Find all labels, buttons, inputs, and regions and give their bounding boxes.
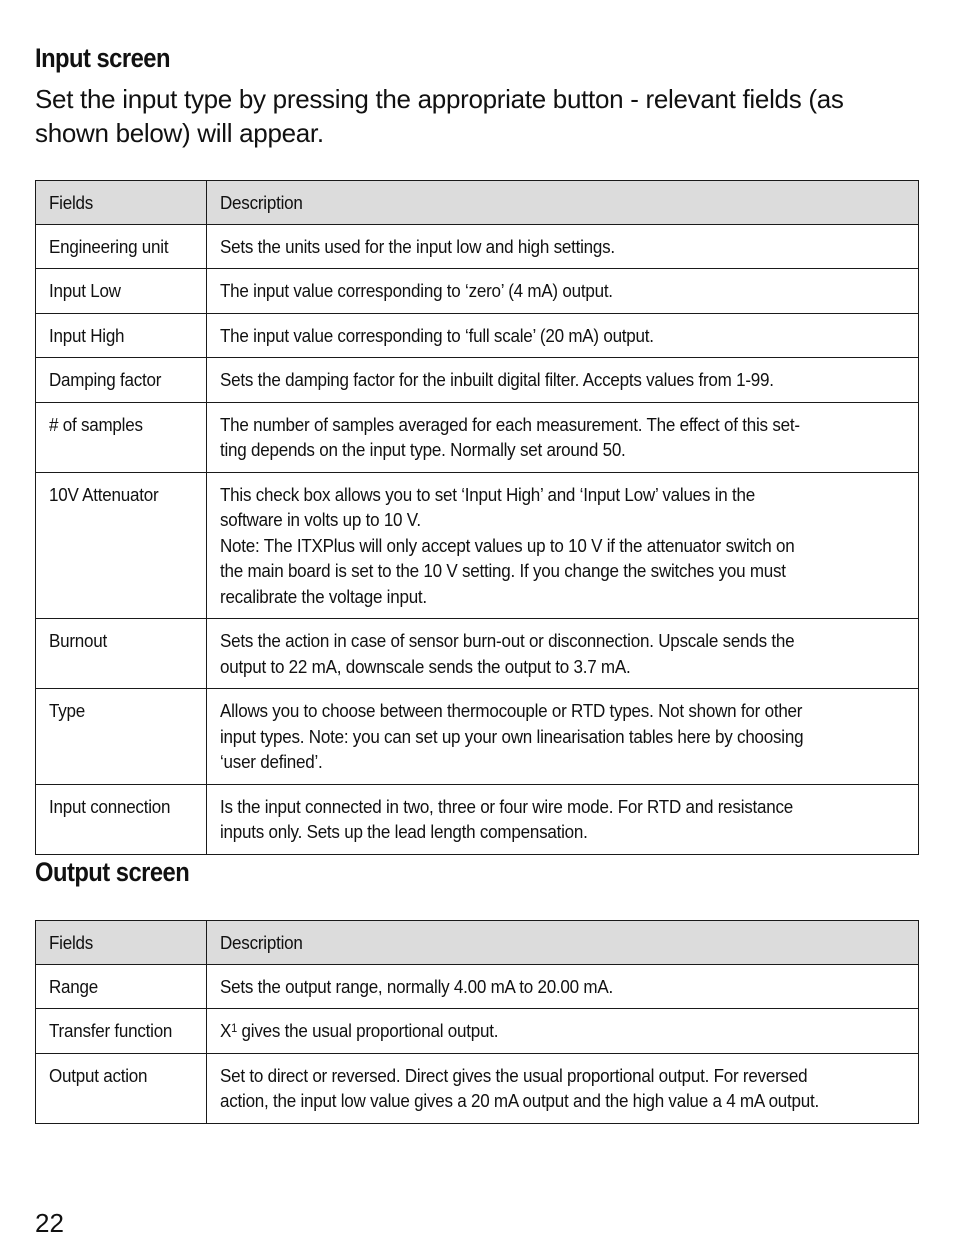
table-header-row xyxy=(36,181,919,225)
description-line: Sets the action in case of sensor burn-out or disconnection. Upscale sends the xyxy=(220,630,795,651)
table-row xyxy=(36,269,919,314)
field-name-cell: Input High xyxy=(36,313,207,358)
field-description-cell xyxy=(207,472,919,619)
table-row xyxy=(36,313,919,358)
table-row xyxy=(36,619,919,689)
description-line: output to 22 mA, downscale sends the output to 3.7 mA. xyxy=(220,655,631,677)
table-row xyxy=(36,1009,919,1054)
description-line: the main board is set to the 10 V setting. If you change the switches you must xyxy=(220,560,786,581)
field-description-cell xyxy=(207,784,919,854)
input-intro-text: Set the input type by pressing the appropriate button - relevant fields (as shown below) will appear. xyxy=(35,84,844,148)
description-line: Sets the units used for the input low and high settings. xyxy=(220,235,615,257)
table-row xyxy=(36,964,919,1009)
field-name-cell: 10V Attenuator xyxy=(36,472,207,619)
table-row xyxy=(36,1053,919,1123)
input-table-body xyxy=(36,224,919,854)
field-name-cell: Damping factor xyxy=(36,358,207,403)
field-description-cell xyxy=(207,689,919,785)
field-description-cell xyxy=(207,402,919,472)
description-line: input types. Note: you can set up your own linearisation tables here by choosing xyxy=(220,725,804,747)
field-name-cell: # of samples xyxy=(36,402,207,472)
description-line: The number of samples averaged for each measurement. The effect of this set- xyxy=(220,413,800,435)
description-line: Note: The ITXPlus will only accept values up to 10 V if the attenuator switch on xyxy=(220,534,795,556)
description-line: inputs only. Sets up the lead length compensation. xyxy=(220,821,588,842)
field-description-cell xyxy=(207,269,919,314)
description-line: The input value corresponding to ‘zero’ (4 mA) output. xyxy=(220,280,613,301)
description-line: action, the input low value gives a 20 mA output and the high value a 4 mA output. xyxy=(220,1090,820,1111)
page-number: 22 xyxy=(35,1208,64,1238)
table-row xyxy=(36,784,919,854)
field-name-cell: Input connection xyxy=(36,784,207,854)
description-line: Is the input connected in two, three or four wire mode. For RTD and resistance xyxy=(220,795,794,817)
table-header-row xyxy=(36,921,919,965)
column-header-description: Description xyxy=(207,181,919,225)
column-header-description: Description xyxy=(207,921,919,965)
field-description-cell xyxy=(207,313,919,358)
description-line: Set to direct or reversed. Direct gives the usual proportional output. For reversed xyxy=(220,1064,808,1086)
description-suffix: gives the usual proportional output. xyxy=(237,1020,499,1041)
description-line: This check box allows you to set ‘Input High’ and ‘Input Low’ values in the xyxy=(220,483,755,505)
table-row xyxy=(36,358,919,403)
input-fields-table xyxy=(35,180,919,855)
description-line: Allows you to choose between thermocouple or RTD types. Not shown for other xyxy=(220,700,803,721)
description-line: Sets the damping factor for the inbuilt digital filter. Accepts values from 1-99. xyxy=(220,369,774,390)
column-header-fields: Fields xyxy=(36,181,207,225)
description-line: recalibrate the voltage input. xyxy=(220,585,427,607)
output-fields-table xyxy=(35,920,919,1124)
description-line: software in volts up to 10 V. xyxy=(220,509,421,530)
description-line: Sets the output range, normally 4.00 mA to 20.00 mA. xyxy=(220,975,613,997)
table-row xyxy=(36,472,919,619)
description-superscript: 1 xyxy=(231,1021,238,1035)
table-row xyxy=(36,689,919,785)
table-row xyxy=(36,224,919,269)
field-name-cell: Engineering unit xyxy=(36,224,207,269)
field-description-cell xyxy=(207,964,919,1009)
description-line: The input value corresponding to ‘full scale’ (20 mA) output. xyxy=(220,324,654,346)
field-name-cell: Burnout xyxy=(36,619,207,689)
field-name-cell: Output action xyxy=(36,1053,207,1123)
input-screen-heading: Input screen xyxy=(35,43,170,73)
field-description-cell xyxy=(207,358,919,403)
field-name-cell: Input Low xyxy=(36,269,207,314)
description-line: ting depends on the input type. Normally set around 50. xyxy=(220,439,626,460)
field-name-cell: Transfer function xyxy=(36,1009,207,1054)
output-screen-heading: Output screen xyxy=(35,857,190,887)
description-line: ‘user defined’. xyxy=(220,751,323,772)
field-description-cell xyxy=(207,619,919,689)
field-description-cell xyxy=(207,1009,919,1054)
description-prefix: X xyxy=(220,1020,232,1041)
field-name-cell: Type xyxy=(36,689,207,785)
field-name-cell: Range xyxy=(36,964,207,1009)
table-row xyxy=(36,402,919,472)
field-description-cell xyxy=(207,224,919,269)
column-header-fields: Fields xyxy=(36,921,207,965)
field-description-cell xyxy=(207,1053,919,1123)
output-table-body xyxy=(36,964,919,1123)
